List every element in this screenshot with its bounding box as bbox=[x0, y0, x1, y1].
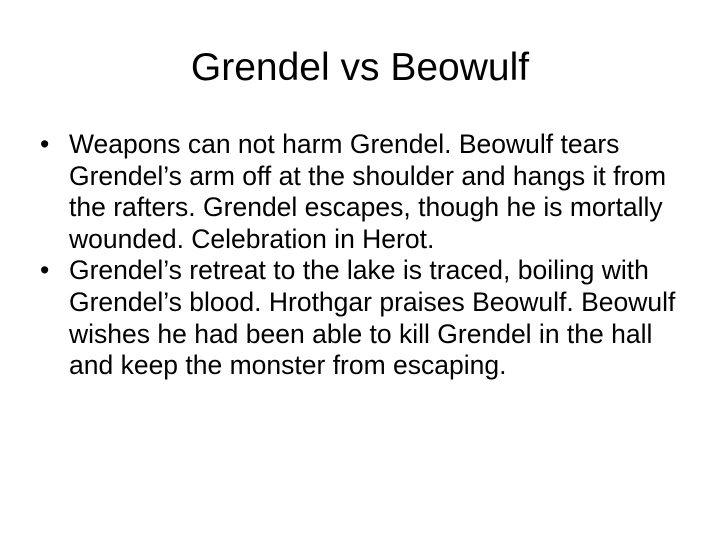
bullet-list bbox=[36, 129, 686, 382]
bullet-item-2 bbox=[36, 255, 686, 381]
slide-title: Grendel vs Beowulf bbox=[190, 46, 530, 89]
bullet-text: Weapons can not harm Grendel. Beowulf tears Grendel’s arm off at the shoulder and hangs it from the rafters. Grendel escapes, though he is mortally wounded. Celebration in Herot. bbox=[69, 129, 667, 254]
bullet-item-1 bbox=[36, 129, 686, 255]
bullet-icon: • bbox=[40, 255, 50, 286]
bullet-icon: • bbox=[40, 129, 50, 159]
bullet-text: Grendel’s retreat to the lake is traced, boiling with Grendel’s blood. Hrothgar praises Beowulf. Beowulf wishes he had been able to kill Grendel in the hall and keep the monster from escaping. bbox=[69, 255, 676, 381]
